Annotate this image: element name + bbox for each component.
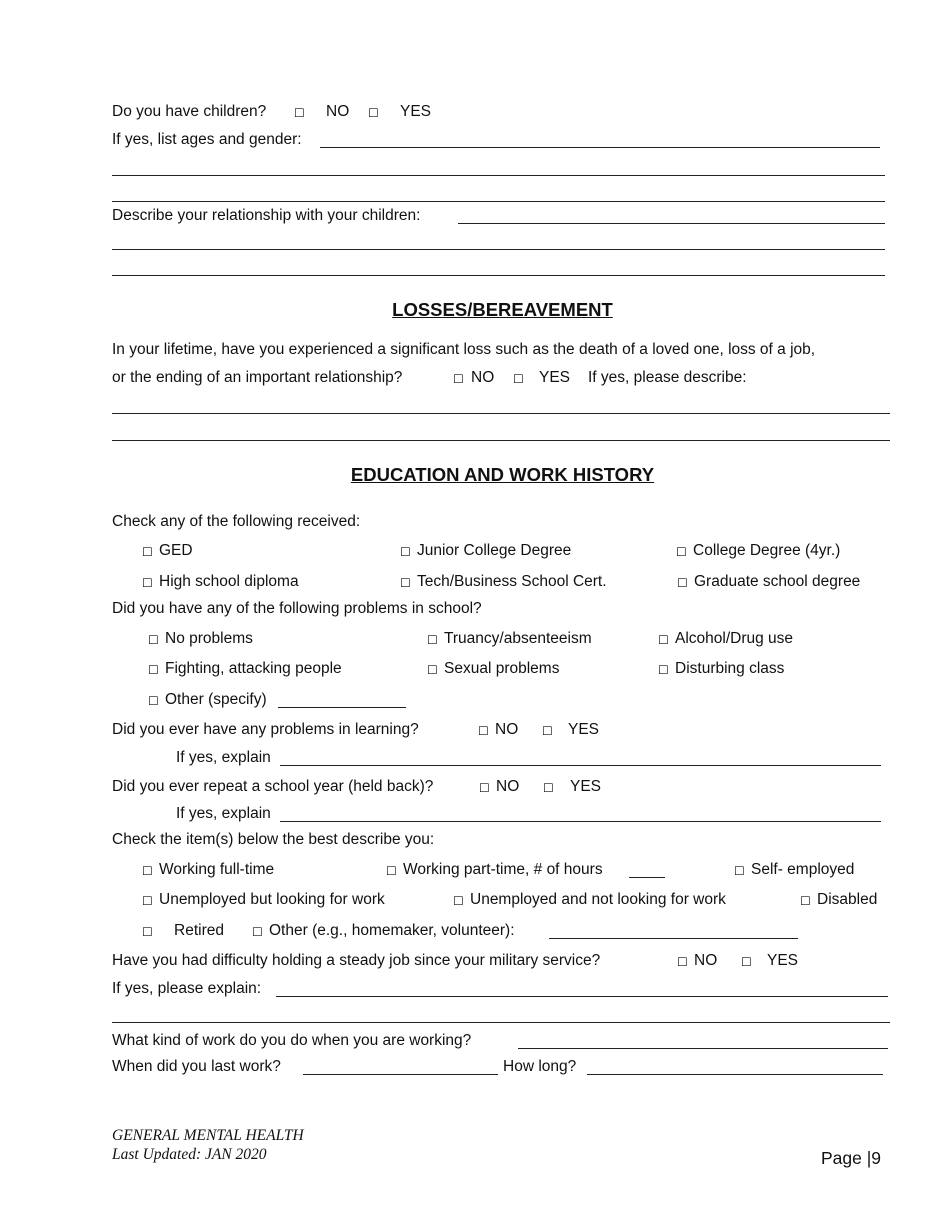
received-high-school: High school diploma <box>159 573 299 590</box>
work-self-employed: Self- employed <box>751 861 855 878</box>
checkbox-steady-yes[interactable]: ☐ <box>741 955 752 969</box>
steady-yes-label: YES <box>767 952 799 969</box>
learning-explain-field[interactable] <box>280 765 881 766</box>
problem-truancy: Truancy/absenteeism <box>444 630 592 647</box>
relationship-field-3[interactable] <box>112 275 885 276</box>
repeat-yes-label: YES <box>570 778 602 795</box>
ages-gender-label: If yes, list ages and gender: <box>112 131 302 148</box>
received-junior-college: Junior College Degree <box>417 542 572 559</box>
checkbox-no-problems[interactable]: ☐ <box>148 633 159 647</box>
learning-yes-label: YES <box>568 721 600 738</box>
received-graduate: Graduate school degree <box>694 573 861 590</box>
losses-question-1: In your lifetime, have you experienced a significant loss such as the death of a loved one, loss of a job, <box>112 341 816 358</box>
checkbox-alcohol[interactable]: ☐ <box>658 633 669 647</box>
problem-sexual: Sexual problems <box>444 660 560 677</box>
losses-heading: LOSSES/BEREAVEMENT <box>392 299 613 320</box>
checkbox-disabled[interactable]: ☐ <box>800 894 811 908</box>
learning-explain-label: If yes, explain <box>176 749 271 766</box>
how-long-field[interactable] <box>587 1074 883 1075</box>
children-question: Do you have children? <box>112 103 267 120</box>
other-specify-field[interactable] <box>278 707 406 708</box>
checkbox-ged[interactable]: ☐ <box>142 545 153 559</box>
checkbox-self-employed[interactable]: ☐ <box>734 864 745 878</box>
steady-no-label: NO <box>694 952 718 969</box>
problem-alcohol: Alcohol/Drug use <box>675 630 794 647</box>
learning-question: Did you ever have any problems in learning? <box>112 721 419 738</box>
steady-explain-field[interactable] <box>276 996 888 997</box>
steady-explain-field-2[interactable] <box>112 1022 890 1023</box>
footer-title: GENERAL MENTAL HEALTH <box>112 1127 304 1144</box>
checkbox-losses-no[interactable]: ☐ <box>453 372 464 386</box>
checkbox-repeat-yes[interactable]: ☐ <box>543 781 554 795</box>
ages-gender-field-2[interactable] <box>112 175 885 176</box>
relationship-field-2[interactable] <box>112 249 885 250</box>
checkbox-fighting[interactable]: ☐ <box>148 663 159 677</box>
problem-none: No problems <box>165 630 253 647</box>
hours-field[interactable] <box>629 877 665 878</box>
work-retired: Retired <box>174 922 224 939</box>
how-long-label: How long? <box>503 1058 577 1075</box>
work-disabled: Disabled <box>817 891 878 908</box>
checkbox-other-work[interactable]: ☐ <box>252 925 263 939</box>
steady-explain-label: If yes, please explain: <box>112 980 262 997</box>
work-other: Other (e.g., homemaker, volunteer): <box>269 922 515 939</box>
children-no-label: NO <box>326 103 350 120</box>
children-yes-label: YES <box>400 103 432 120</box>
checkbox-unemployed-not-looking[interactable]: ☐ <box>453 894 464 908</box>
repeat-explain-label: If yes, explain <box>176 805 271 822</box>
checkbox-losses-yes[interactable]: ☐ <box>513 372 524 386</box>
last-work-field[interactable] <box>303 1074 498 1075</box>
checkbox-learning-yes[interactable]: ☐ <box>542 724 553 738</box>
checkbox-children-yes[interactable]: ☐ <box>368 106 379 120</box>
losses-field-1[interactable] <box>112 413 890 414</box>
problem-other: Other (specify) <box>165 691 267 708</box>
relationship-field[interactable] <box>458 223 885 224</box>
learning-no-label: NO <box>495 721 519 738</box>
received-tech-school: Tech/Business School Cert. <box>417 573 607 590</box>
checkbox-high-school[interactable]: ☐ <box>142 576 153 590</box>
work-unemployed-not-looking: Unemployed and not looking for work <box>470 891 726 908</box>
education-heading: EDUCATION AND WORK HISTORY <box>350 464 655 485</box>
checkbox-repeat-no[interactable]: ☐ <box>479 781 490 795</box>
checkbox-junior-college[interactable]: ☐ <box>400 545 411 559</box>
checkbox-college-degree[interactable]: ☐ <box>676 545 687 559</box>
page-number: Page |9 <box>820 1148 881 1168</box>
work-unemployed-looking: Unemployed but looking for work <box>159 891 385 908</box>
ages-gender-field[interactable] <box>320 147 880 148</box>
problem-disturbing: Disturbing class <box>675 660 785 677</box>
problems-label: Did you have any of the following problems in school? <box>112 600 482 617</box>
losses-yes-label: YES <box>539 369 571 386</box>
work-full-time: Working full-time <box>159 861 275 878</box>
losses-no-label: NO <box>471 369 495 386</box>
checkbox-sexual[interactable]: ☐ <box>427 663 438 677</box>
checkbox-children-no[interactable]: ☐ <box>294 106 305 120</box>
relationship-label: Describe your relationship with your children: <box>112 207 421 224</box>
checkbox-disturbing[interactable]: ☐ <box>658 663 669 677</box>
footer <box>112 1126 304 1164</box>
last-work-label: When did you last work? <box>112 1058 281 1075</box>
ages-gender-field-3[interactable] <box>112 201 885 202</box>
checkbox-truancy[interactable]: ☐ <box>427 633 438 647</box>
checkbox-part-time[interactable]: ☐ <box>386 864 397 878</box>
problem-fighting: Fighting, attacking people <box>165 660 342 677</box>
repeat-no-label: NO <box>496 778 520 795</box>
losses-field-2[interactable] <box>112 440 890 441</box>
kind-of-work-label: What kind of work do you do when you are working? <box>112 1032 472 1049</box>
checkbox-retired[interactable]: ☐ <box>142 925 153 939</box>
steady-job-question: Have you had difficulty holding a steady job since your military service? <box>112 952 601 969</box>
other-work-field[interactable] <box>549 938 798 939</box>
checkbox-full-time[interactable]: ☐ <box>142 864 153 878</box>
footer-updated: Last Updated: JAN 2020 <box>112 1146 267 1163</box>
checkbox-learning-no[interactable]: ☐ <box>478 724 489 738</box>
received-label: Check any of the following received: <box>112 513 361 530</box>
checkbox-steady-no[interactable]: ☐ <box>677 955 688 969</box>
work-part-time: Working part-time, # of hours <box>403 861 603 878</box>
received-college-degree: College Degree (4yr.) <box>693 542 841 559</box>
repeat-explain-field[interactable] <box>280 821 881 822</box>
kind-of-work-field[interactable] <box>518 1048 888 1049</box>
checkbox-other-problem[interactable]: ☐ <box>148 694 159 708</box>
checkbox-unemployed-looking[interactable]: ☐ <box>142 894 153 908</box>
losses-describe-label: If yes, please describe: <box>588 369 747 386</box>
losses-question-2: or the ending of an important relationship? <box>112 369 403 386</box>
describe-you-label: Check the item(s) below the best describe you: <box>112 831 435 848</box>
checkbox-tech-school[interactable]: ☐ <box>400 576 411 590</box>
received-ged: GED <box>159 542 193 559</box>
repeat-question: Did you ever repeat a school year (held back)? <box>112 778 434 795</box>
checkbox-graduate[interactable]: ☐ <box>677 576 688 590</box>
